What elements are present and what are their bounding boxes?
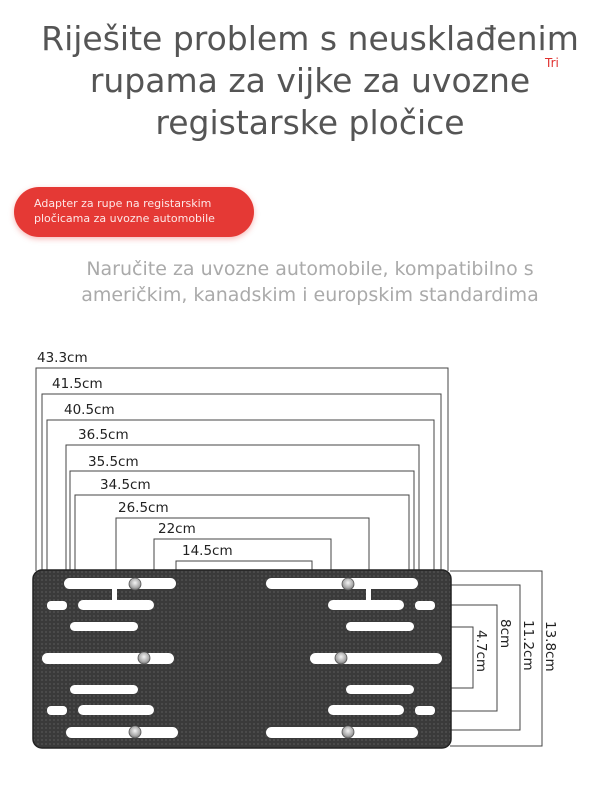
page-subtitle: Naručite za uvozne automobile, kompatibilno s američkim, kanadskim i europskim standardima xyxy=(81,258,539,306)
screw-icon xyxy=(129,726,141,738)
height-label-13-8: 13.8cm xyxy=(542,621,558,672)
adapter-plate xyxy=(33,570,451,748)
width-label-14-5: 14.5cm xyxy=(182,543,233,559)
height-labels xyxy=(473,619,558,672)
height-label-8: 8cm xyxy=(497,619,513,649)
screw-icon xyxy=(138,652,150,664)
height-label-4-7: 4.7cm xyxy=(473,630,489,673)
page-title: Riješite problem s neusklađenim rupama za vijke za uvozne registarske pločice xyxy=(41,19,579,142)
badge-line-1: Adapter za rupe na registarskim xyxy=(34,197,212,210)
corner-tag: Tri xyxy=(545,56,559,70)
product-badge xyxy=(14,187,254,237)
screw-icon xyxy=(342,726,354,738)
width-label-40-5: 40.5cm xyxy=(64,402,115,418)
width-label-26-5: 26.5cm xyxy=(118,500,169,516)
width-label-22: 22cm xyxy=(158,521,196,537)
width-label-35-5: 35.5cm xyxy=(88,454,139,470)
width-bracket-22 xyxy=(154,539,331,571)
height-label-11-2: 11.2cm xyxy=(520,620,536,671)
screw-icon xyxy=(342,578,354,590)
screw-icon xyxy=(335,652,347,664)
width-label-36-5: 36.5cm xyxy=(78,427,129,443)
width-label-34-5: 34.5cm xyxy=(100,477,151,493)
screw-icon xyxy=(129,578,141,590)
dimension-diagram xyxy=(0,330,600,760)
width-label-41-5: 41.5cm xyxy=(52,376,103,392)
badge-line-2: pločicama za uvozne automobile xyxy=(34,212,215,225)
width-label-43-3: 43.3cm xyxy=(37,350,88,366)
